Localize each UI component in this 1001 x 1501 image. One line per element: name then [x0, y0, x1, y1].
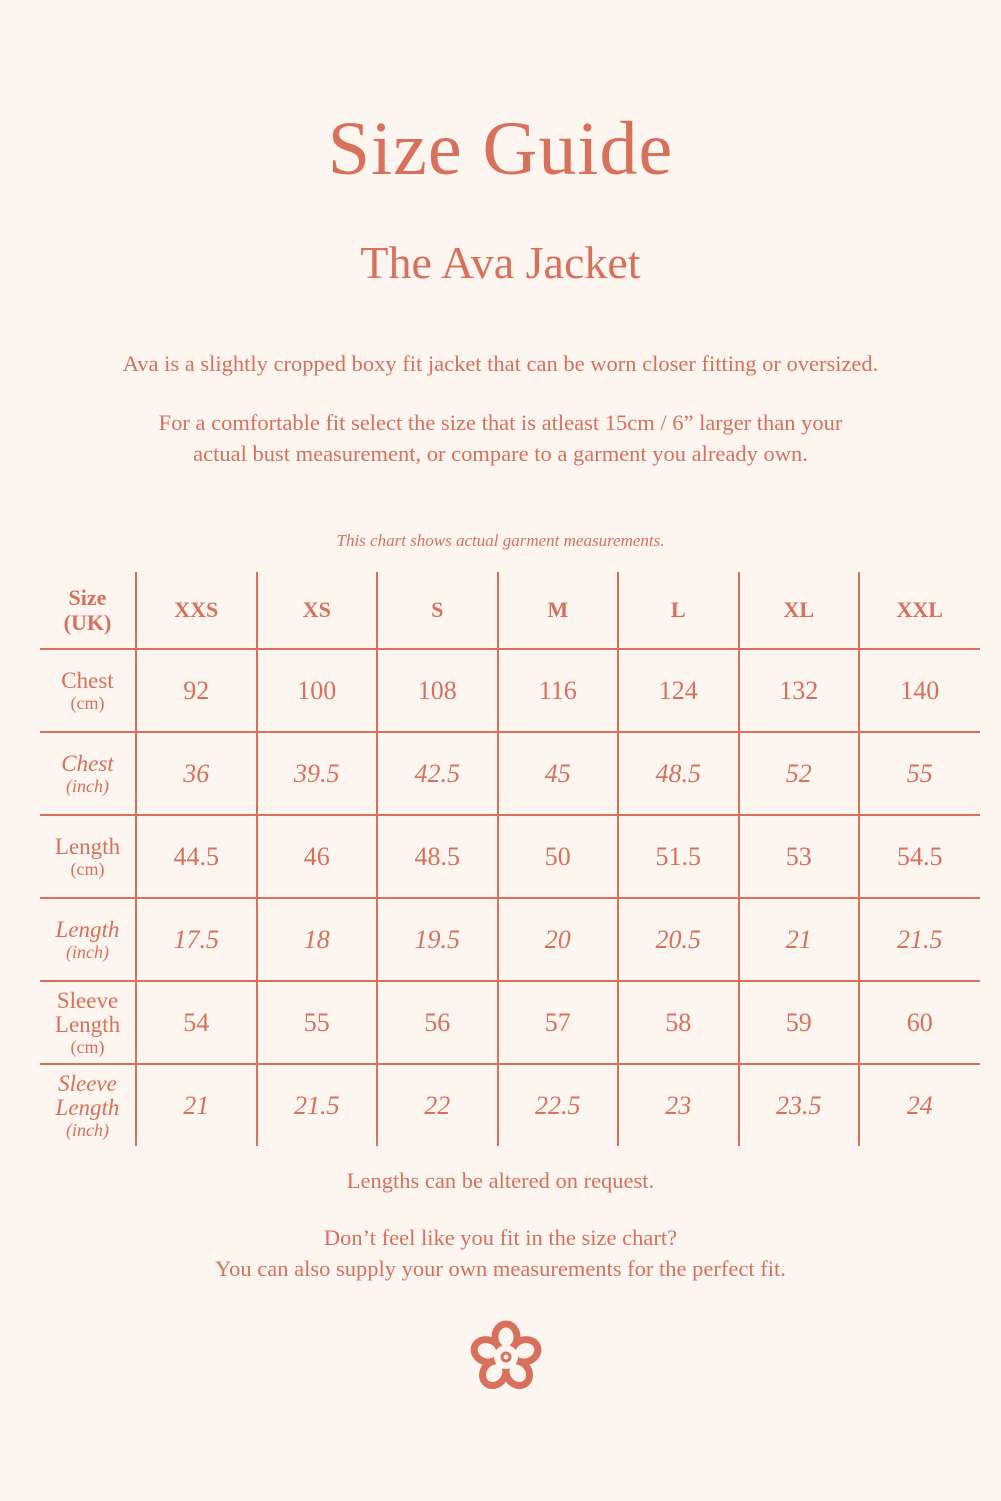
table-cell: 19.5	[377, 898, 498, 981]
size-uk-header	[40, 572, 136, 649]
row-unit: (inch)	[66, 941, 109, 962]
footer-line-3: You can also supply your own measurements for the perfect fit.	[215, 1256, 786, 1281]
row-label	[40, 981, 136, 1064]
row-label	[40, 649, 136, 732]
table-cell: 51.5	[618, 815, 739, 898]
table-cell: 18	[257, 898, 378, 981]
table-cell: 23.5	[739, 1064, 860, 1146]
table-cell: 56	[377, 981, 498, 1064]
row-label	[40, 815, 136, 898]
table-cell: 57	[498, 981, 619, 1064]
table-cell: 20.5	[618, 898, 739, 981]
footer-line-2: Don’t feel like you fit in the size chart?	[323, 1225, 678, 1250]
row-unit: (cm)	[70, 1036, 105, 1057]
table-cell: 60	[859, 981, 980, 1064]
row-label-text: Length	[55, 916, 120, 942]
table-cell: 48.5	[377, 815, 498, 898]
table-cell: 44.5	[136, 815, 257, 898]
table-row	[40, 1064, 980, 1146]
table-cell: 55	[859, 732, 980, 815]
table-cell: 36	[136, 732, 257, 815]
size-header-xxl: XXL	[859, 572, 980, 649]
table-cell: 132	[739, 649, 860, 732]
row-label-text: Sleeve	[56, 987, 119, 1013]
table-cell: 21.5	[859, 898, 980, 981]
intro-line-2: For a comfortable fit select the size that is atleast 15cm / 6” larger than your	[158, 410, 843, 435]
table-row	[40, 732, 980, 815]
row-label-text: Chest	[61, 667, 114, 693]
size-table	[40, 572, 980, 1146]
table-cell: 140	[859, 649, 980, 732]
row-label-text: Chest	[61, 750, 114, 776]
product-name: The Ava Jacket	[360, 237, 641, 288]
table-cell: 23	[618, 1064, 739, 1146]
table-row	[40, 898, 980, 981]
row-label-text: Sleeve	[58, 1070, 117, 1096]
table-cell: 55	[257, 981, 378, 1064]
row-unit: (inch)	[66, 1119, 109, 1140]
table-cell: 124	[618, 649, 739, 732]
size-header-s: S	[377, 572, 498, 649]
table-cell: 100	[257, 649, 378, 732]
table-cell: 45	[498, 732, 619, 815]
size-header-unit: (UK)	[63, 610, 112, 635]
size-header-xl: XL	[739, 572, 860, 649]
row-unit: (cm)	[70, 858, 105, 879]
intro-text	[0, 348, 1001, 469]
footer-text	[0, 1165, 1001, 1284]
table-cell: 52	[739, 732, 860, 815]
table-cell: 39.5	[257, 732, 378, 815]
table-cell: 58	[618, 981, 739, 1064]
row-label-text: Length	[55, 1094, 120, 1120]
table-cell: 42.5	[377, 732, 498, 815]
page-title: Size Guide	[327, 107, 674, 191]
chart-note: This chart shows actual garment measurements.	[336, 531, 665, 550]
row-label-text: Length	[54, 833, 121, 859]
table-cell: 59	[739, 981, 860, 1064]
table-cell: 50	[498, 815, 619, 898]
row-label	[40, 898, 136, 981]
size-header-m: M	[498, 572, 619, 649]
table-cell: 17.5	[136, 898, 257, 981]
row-label	[40, 732, 136, 815]
size-header-xs: XS	[257, 572, 378, 649]
size-header-l: L	[618, 572, 739, 649]
table-cell: 48.5	[618, 732, 739, 815]
row-label	[40, 1064, 136, 1146]
table-cell: 46	[257, 815, 378, 898]
table-cell: 116	[498, 649, 619, 732]
table-cell: 24	[859, 1064, 980, 1146]
table-header-row	[40, 572, 980, 649]
intro-line-3: actual bust measurement, or compare to a garment you already own.	[193, 441, 808, 466]
table-cell: 20	[498, 898, 619, 981]
table-cell: 21	[136, 1064, 257, 1146]
table-cell: 21.5	[257, 1064, 378, 1146]
table-row	[40, 981, 980, 1064]
table-row	[40, 649, 980, 732]
footer-line-1: Lengths can be altered on request.	[346, 1168, 655, 1193]
table-cell: 21	[739, 898, 860, 981]
intro-line-1: Ava is a slightly cropped boxy fit jacket that can be worn closer fitting or oversized.	[122, 351, 879, 376]
row-unit: (cm)	[70, 692, 105, 713]
table-cell: 92	[136, 649, 257, 732]
table-cell: 108	[377, 649, 498, 732]
flower-icon	[468, 1320, 544, 1390]
table-row	[40, 815, 980, 898]
table-cell: 54	[136, 981, 257, 1064]
size-header-xxs: XXS	[136, 572, 257, 649]
table-cell: 53	[739, 815, 860, 898]
table-cell: 22	[377, 1064, 498, 1146]
table-cell: 22.5	[498, 1064, 619, 1146]
table-cell: 54.5	[859, 815, 980, 898]
row-label-text: Length	[54, 1011, 121, 1037]
row-unit: (inch)	[66, 775, 109, 796]
size-header-label: Size	[68, 585, 107, 610]
